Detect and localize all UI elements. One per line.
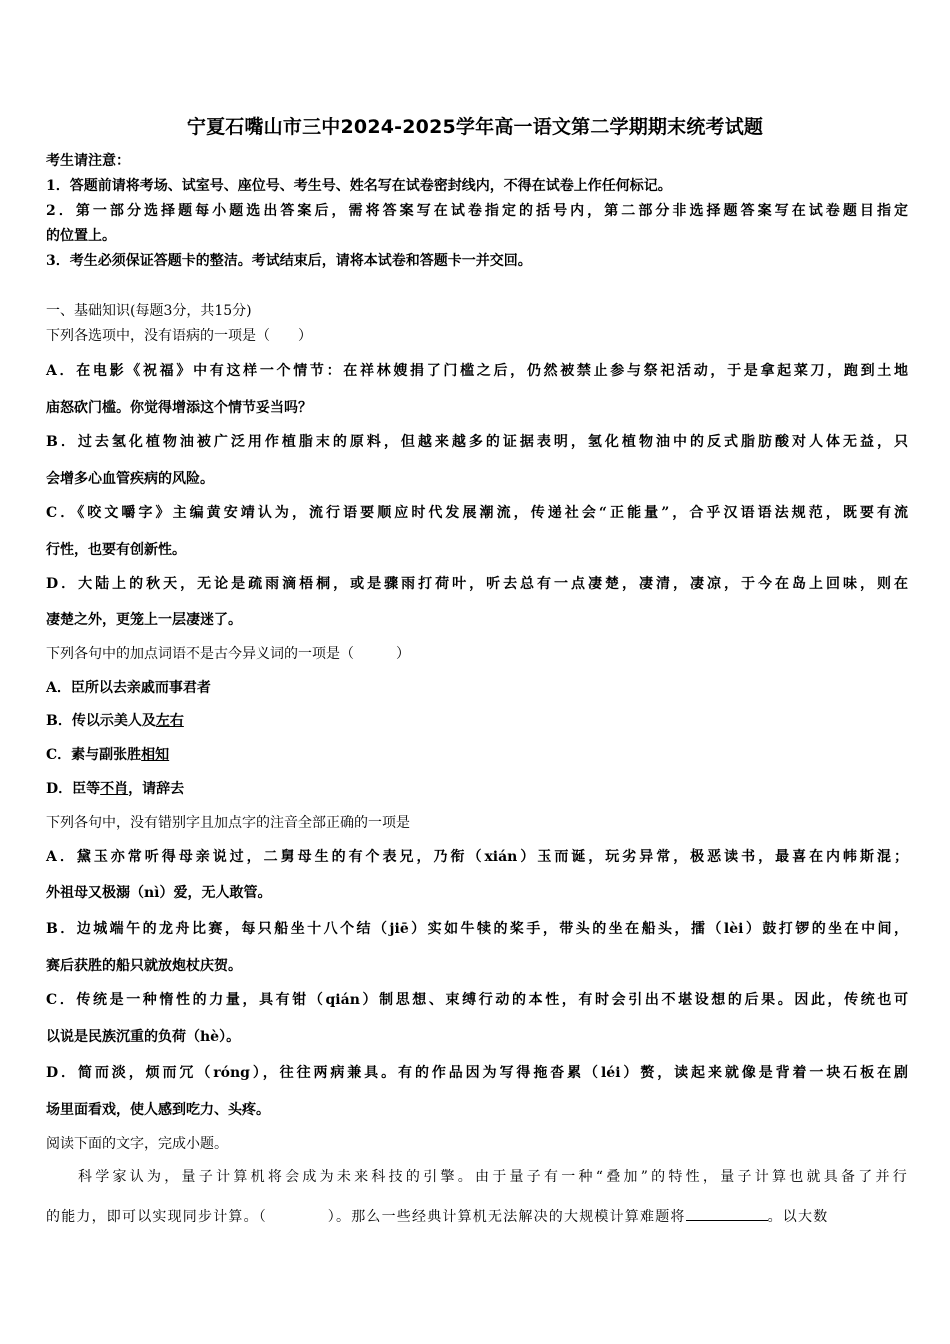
option-line: 外祖母又极溺（nì）爱，无人敢管。 [46, 885, 272, 901]
passage-line: 科学家认为，量子计算机将会成为未来科技的引擎。由于量子有一种“叠加”的特性，量子计算也就具备了并行 [78, 1169, 908, 1185]
reading-intro: 阅读下面的文字，完成小题。 [46, 1136, 228, 1152]
option-suffix: ，请辞去 [128, 781, 185, 797]
notice-item: 2．第一部分选择题每小题选出答案后，需将答案写在试卷指定的括号内，第二部分非选择题答案写在试卷题目指定 [46, 203, 908, 219]
option-line: 凄楚之外，更笼上一层凄迷了。 [46, 612, 242, 628]
notice-item: 的位置上。 [46, 228, 116, 244]
passage-line [46, 1206, 908, 1227]
option-line: 赛后获胜的船只就放炮杖庆贺。 [46, 958, 242, 974]
option-line: 场里面看戏，使人感到吃力、头疼。 [46, 1102, 270, 1118]
option-line: C．传统是一种惰性的力量，具有钳（qián）制思想、束缚行动的本性，有时会引出不堪设想的后果。因此，传统也可 [46, 992, 908, 1008]
option-line [46, 779, 908, 799]
option-line [46, 711, 908, 731]
option-line: D．简而淡，烦而冗（róng），往往两病兼具。有的作品因为写得拖沓累（léi）赘，读起来就像是背着一块石板在剧 [46, 1065, 908, 1081]
option-line: 以说是民族沉重的负荷（hè）。 [46, 1029, 241, 1045]
option-line: A．在电影《祝福》中有这样一个情节：在祥林嫂捐了门槛之后，仍然被禁止参与祭祀活动，于是拿起菜刀，跑到土地 [46, 363, 908, 379]
option-line: 会增多心血管疾病的风险。 [46, 471, 214, 487]
option-line [46, 745, 908, 765]
option-line: 行性，也要有创新性。 [46, 542, 186, 558]
option-line: D．大陆上的秋天，无论是疏雨滴梧桐，或是骤雨打荷叶，听去总有一点凄楚，凄清，凄凉，于今在岛上回味，则在 [46, 576, 908, 592]
option-line: B．过去氢化植物油被广泛用作植脂末的原料，但越来越多的证据表明，氢化植物油中的反式脂肪酸对人体无益，只 [46, 434, 908, 450]
option-line: 庙怒砍门槛。你觉得增添这个情节妥当吗？ [46, 400, 312, 416]
page-title: 宁夏石嘴山市三中2024-2025学年高一语文第二学期期末统考试题 [186, 116, 764, 138]
option-line: A．黛玉亦常听得母亲说过，二舅母生的有个表兄，乃衔（xián）玉而诞，玩劣异常，极恶读书，最喜在内帏斯混； [46, 849, 908, 865]
option-line: C．《咬文嚼字》主编黄安靖认为，流行语要顺应时代发展潮流，传递社会“正能量”，合乎汉语语法规范，既要有流 [46, 505, 908, 521]
option-prefix: C．素与副张胜 [46, 747, 142, 763]
section-heading: 一、基础知识(每题3分，共15分) [46, 303, 252, 319]
option-line: B．边城端午的龙舟比赛，每只船坐十八个结（jiē）实如牛犊的桨手，带头的坐在船头，擂（lèi）鼓打锣的坐在中间， [46, 921, 908, 937]
option-prefix: D．臣等 [46, 781, 101, 797]
question-stem: 下列各句中，没有错别字且加点字的注音全部正确的一项是 [46, 815, 410, 831]
notice-item: 1．答题前请将考场、试室号、座位号、考生号、姓名写在试卷密封线内，不得在试卷上作任何标记。 [46, 178, 672, 194]
option-suffix: 而事君者 [154, 680, 211, 696]
option-prefix: A．臣所以去 [46, 680, 127, 696]
dotted-term: 不肖 [100, 781, 129, 797]
notice-item: 3．考生必须保证答题卡的整洁。考试结束后，请将本试卷和答题卡一并交回。 [46, 253, 532, 269]
passage-text: 的能力，即可以实现同步计算。（ ）。那么一些经典计算机无法解决的大规模计算难题将 [46, 1209, 686, 1225]
answer-blank [686, 1206, 768, 1221]
notice-heading: 考生请注意： [46, 153, 130, 169]
passage-text: 。以大数 [767, 1209, 829, 1225]
dotted-term: 相知 [141, 747, 170, 763]
question-stem: 下列各句中的加点词语不是古今异义词的一项是（ ） [46, 646, 410, 662]
option-prefix: B．传以示美人及 [46, 713, 156, 729]
option-line [46, 678, 908, 698]
dotted-term: 亲戚 [126, 680, 155, 696]
dotted-term: 左右 [155, 713, 184, 729]
question-stem: 下列各选项中，没有语病的一项是（ ） [46, 328, 312, 344]
